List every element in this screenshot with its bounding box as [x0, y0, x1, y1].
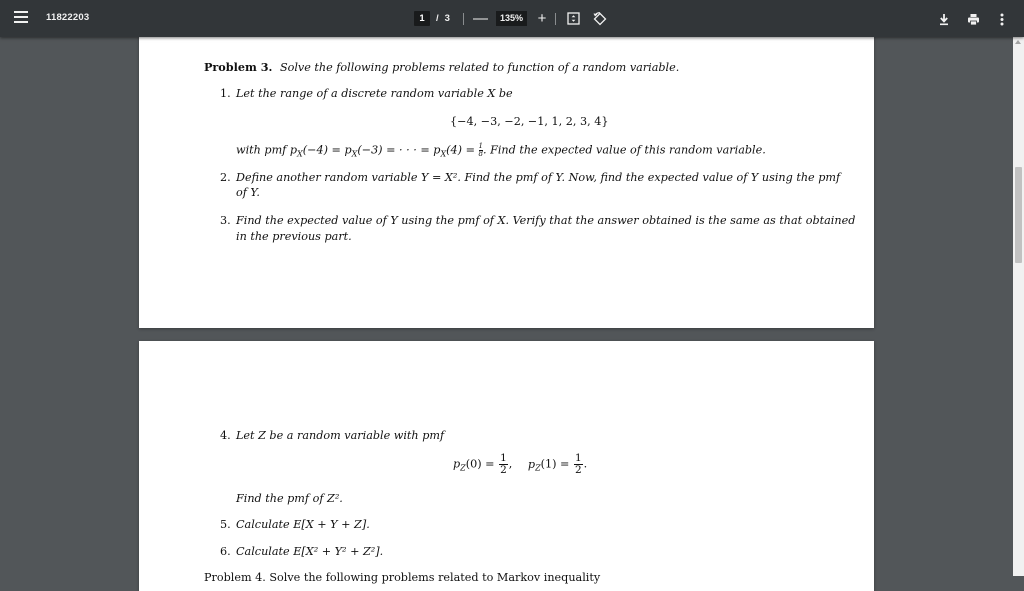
item-5-text: Calculate E[X + Y + Z].: [236, 518, 370, 531]
pdf-page-1: [139, 35, 874, 328]
pz-label: p: [453, 457, 461, 471]
page-number-input[interactable]: 1: [414, 11, 430, 26]
item-4-text: Let Z be a random variable with pmf: [236, 429, 445, 442]
pmf-text-5: . Find the expected value of this random variable.: [482, 143, 766, 157]
subscript-x: X: [297, 149, 303, 159]
page-separator: /: [436, 13, 439, 24]
scroll-up-arrow-icon[interactable]: [1015, 40, 1021, 44]
pz-label: p: [527, 457, 536, 471]
pz0-arg: (0) =: [465, 457, 495, 471]
fit-to-page-icon[interactable]: [566, 11, 582, 27]
pmf-text-4: (4) =: [446, 143, 475, 157]
page-zoom-controls: [414, 10, 618, 27]
document-viewer[interactable]: [0, 37, 1013, 584]
item-3-line-1: Find the expected value of Y using the pmf of X. Verify that the answer obtained is the same as that obtained: [236, 214, 856, 227]
next-problem-partial: Problem 4. Solve the following problems related to Markov inequality: [204, 571, 601, 584]
zoom-out-button[interactable]: —: [472, 10, 488, 27]
pdf-page-2: [139, 341, 874, 591]
pz1-arg: (1) =: [540, 457, 570, 471]
zoom-level-input[interactable]: 135%: [496, 11, 527, 26]
item-4-number: 4.: [220, 429, 231, 442]
pdf-toolbar: [0, 0, 1024, 37]
item-2-line-2: of Y.: [236, 186, 260, 199]
pmf-text-3: (−3) = · · · = p: [357, 143, 441, 157]
item-2-line-1: Define another random variable Y = X². Find the pmf of Y. Now, find the expected value of Y using the pmf: [236, 171, 841, 184]
item-1-text: Let the range of a discrete random variable X be: [236, 87, 513, 100]
fraction-denominator: 2: [574, 464, 582, 476]
rotate-icon[interactable]: [592, 11, 608, 27]
more-options-icon[interactable]: [994, 11, 1010, 27]
item-6-number: 6.: [220, 545, 231, 558]
toolbar-actions: [923, 11, 1010, 27]
zoom-in-button[interactable]: +: [537, 10, 547, 27]
fraction-numerator: 1: [478, 142, 483, 150]
item-3-line-2: in the previous part.: [236, 230, 352, 243]
pmf-z-equation: $p_Z(0)$ = $\frac{1}{2}$ , $p_Z(1)$ = $\frac{1}{2}$ .: [453, 452, 588, 476]
problem-3-statement: [204, 60, 679, 74]
item-5-number: 5.: [220, 518, 231, 531]
fraction-denominator: 8: [478, 150, 483, 158]
item-1-pmf-line: [236, 143, 766, 159]
subscript-z: Z: [460, 463, 466, 473]
item-1-number: 1.: [220, 87, 231, 100]
subscript-x: X: [351, 149, 358, 159]
fraction-denominator: 2: [500, 464, 507, 476]
item-6-text: Calculate E[X² + Y² + Z²].: [236, 545, 384, 558]
divider: [555, 13, 556, 25]
subscript-z: Z: [535, 463, 541, 473]
fraction-numerator: 1: [574, 452, 582, 464]
print-icon[interactable]: [965, 11, 981, 27]
scrollbar-thumb[interactable]: [1015, 167, 1022, 263]
range-set: {−4, −3, −2, −1, 1, 2, 3, 4}: [450, 115, 609, 128]
download-icon[interactable]: [936, 11, 952, 27]
fraction-one-half: [499, 453, 508, 476]
page-total: 3: [444, 13, 450, 24]
problem-intro: Solve the following problems related to function of a random variable.: [279, 61, 680, 74]
pmf-text-2: (−4) = p: [302, 143, 352, 157]
vertical-scrollbar[interactable]: [1013, 37, 1024, 576]
item-2-number: 2.: [220, 171, 231, 184]
fraction-one-half: [574, 453, 583, 476]
fraction-numerator: 1: [500, 452, 507, 464]
item-3-number: 3.: [220, 214, 231, 227]
document-title: 11822203: [46, 12, 90, 23]
problem-heading: Problem 3.: [204, 60, 273, 74]
divider: [463, 13, 464, 25]
item-4-find: Find the pmf of Z².: [236, 492, 343, 505]
pmf-text-1: with pmf p: [236, 143, 298, 157]
menu-icon[interactable]: [14, 11, 28, 25]
subscript-x: X: [440, 149, 447, 159]
